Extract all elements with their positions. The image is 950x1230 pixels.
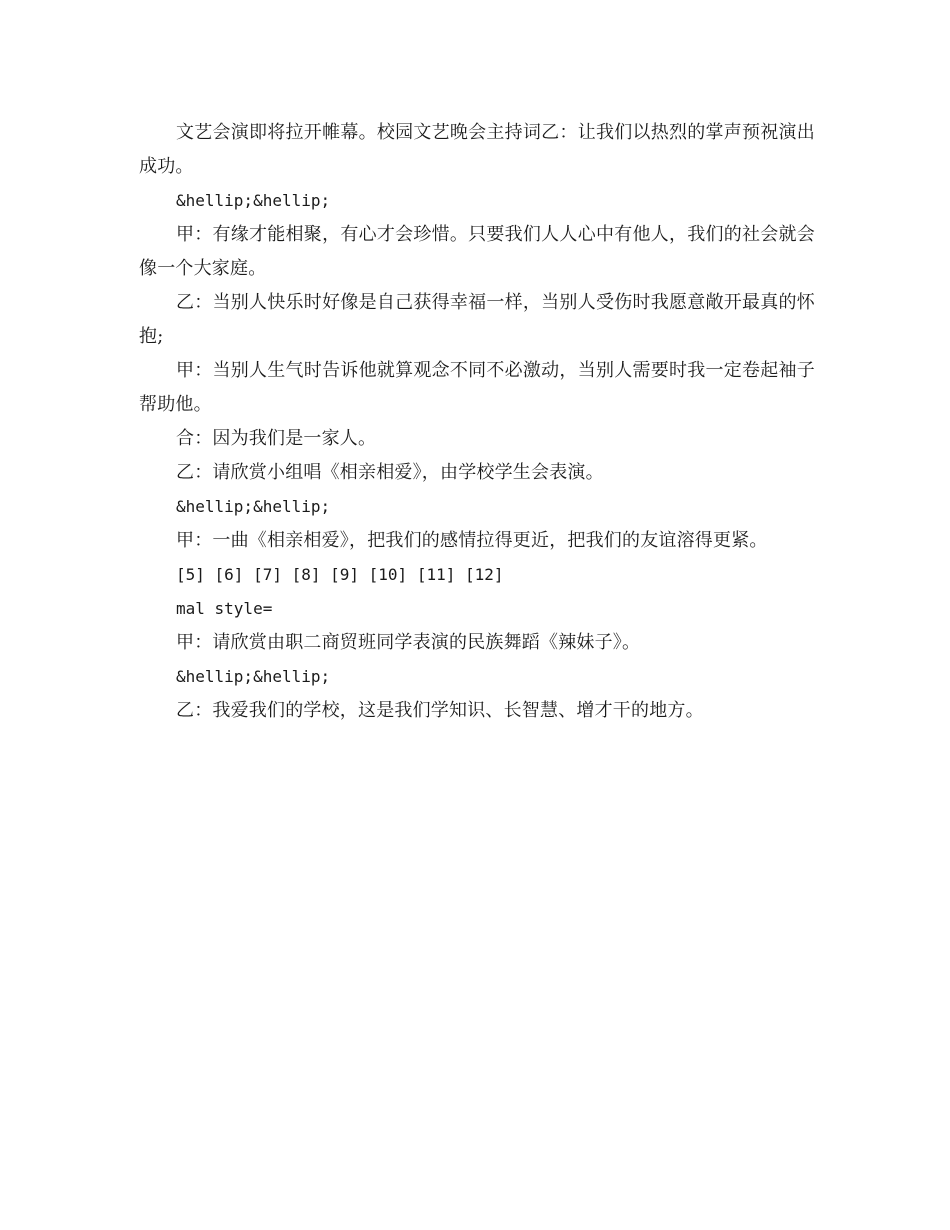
paragraph-1: 文艺会演即将拉开帷幕。校园文艺晚会主持词乙：让我们以热烈的掌声预祝演出成功。	[139, 122, 815, 177]
paragraph-7: 乙：请欣赏小组唱《相亲相爱》，由学校学生会表演。	[176, 462, 604, 483]
paragraph-8: &hellip;&hellip;	[176, 497, 331, 516]
paragraph-10: [5] [6] [7] [8] [9] [10] [11] [12]	[176, 565, 504, 584]
paragraph-9: 甲：一曲《相亲相爱》，把我们的感情拉得更近，把我们的友谊溶得更紧。	[176, 530, 768, 551]
paragraph-5: 甲：当别人生气时告诉他就算观念不同不必激动，当别人需要时我一定卷起袖子帮助他。	[139, 360, 815, 415]
paragraph-3: 甲：有缘才能相聚，有心才会珍惜。只要我们人人心中有他人，我们的社会就会像一个大家庭。	[139, 224, 815, 279]
paragraph-13: &hellip;&hellip;	[176, 667, 331, 686]
paragraph-11: mal style=	[176, 599, 273, 618]
paragraph-6: 合：因为我们是一家人。	[176, 428, 377, 449]
document-body	[139, 116, 815, 728]
paragraph-4: 乙：当别人快乐时好像是自己获得幸福一样，当别人受伤时我愿意敞开最真的怀抱;	[139, 292, 815, 347]
paragraph-2: &hellip;&hellip;	[176, 191, 331, 210]
paragraph-12: 甲：请欣赏由职二商贸班同学表演的民族舞蹈《辣妹子》。	[176, 632, 641, 653]
paragraph-14: 乙：我爱我们的学校，这是我们学知识、长智慧、增才干的地方。	[176, 700, 704, 721]
